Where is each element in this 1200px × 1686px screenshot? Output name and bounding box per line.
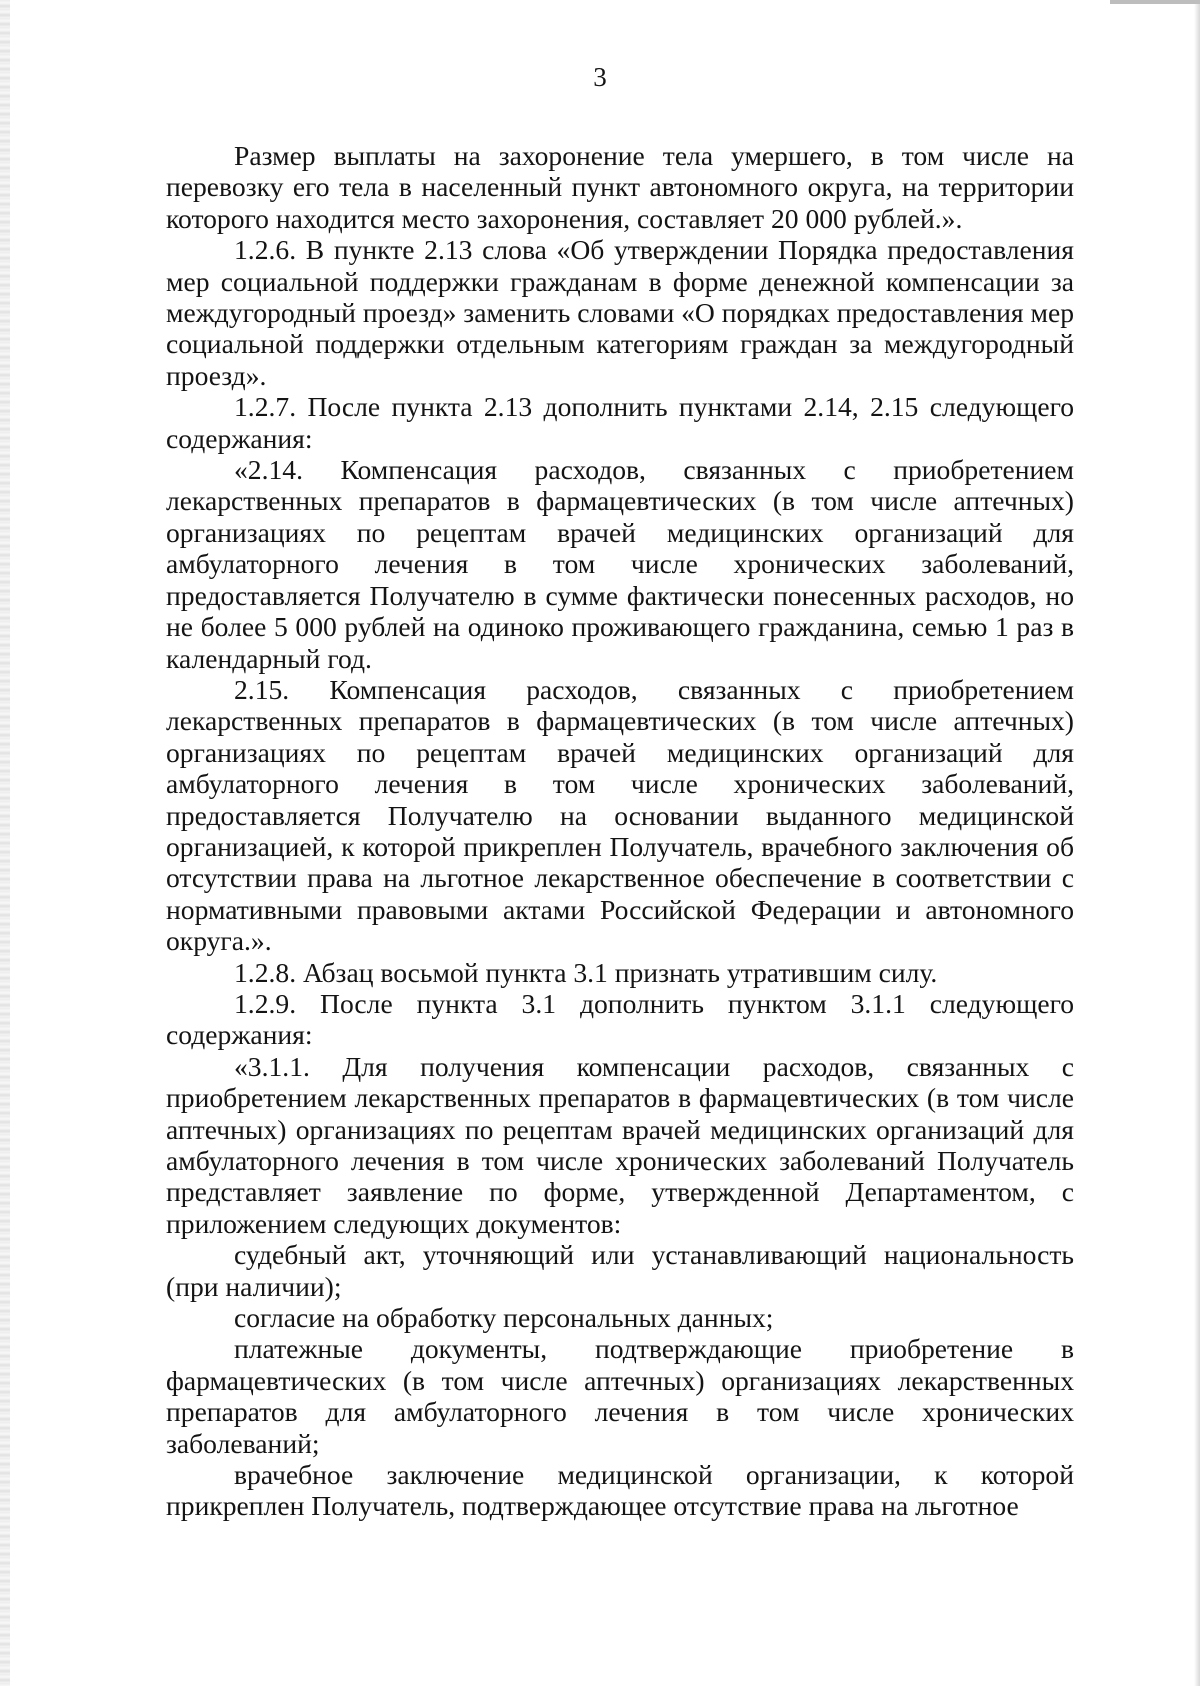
paragraph-3-1-1: «3.1.1. Для получения компенсации расходов, связанных с приобретением лекарственных препаратов в фармацевтических (в том числе аптечных) организациях по рецептам врачей медицинских организаций для амбулаторного лечения в том числе хронических заболеваний Получатель представляет заявление по форме, утвержденной Департаментом, с приложением следующих документов: <box>166 1050 1074 1239</box>
paragraph-1-2-7: 1.2.7. После пункта 2.13 дополнить пунктами 2.14, 2.15 следующего содержания: <box>166 391 1074 454</box>
paragraph-2-14: «2.14. Компенсация расходов, связанных с приобретением лекарственных препаратов в фармацевтических (в том числе аптечных) организациях по рецептам врачей медицинских организаций для амбулаторного лечения в том числе хронических заболеваний, предоставляется Получателю в сумме фактически понесенных расходов, но не более 5 000 рублей на одиноко проживающего гражданина, семью 1 раз в календарный год. <box>166 454 1074 674</box>
list-item-consent: согласие на обработку персональных данных; <box>234 1302 774 1334</box>
scan-left-edge <box>0 0 10 1686</box>
document-body <box>166 140 1074 1522</box>
list-item-payment-documents: платежные документы, подтверждающие приобретение в фармацевтических (в том числе аптечных) организациях лекарственных препаратов для амбулаторного лечения в том числе хронических заболеваний; <box>166 1333 1074 1459</box>
paragraph-1-2-9: 1.2.9. После пункта 3.1 дополнить пунктом 3.1.1 следующего содержания: <box>166 987 1074 1051</box>
paragraph-2-15: 2.15. Компенсация расходов, связанных с приобретением лекарственных препаратов в фармацевтических (в том числе аптечных) организациях по рецептам врачей медицинских организаций для амбулаторного лечения в том числе хронических заболеваний, предоставляется Получателю на основании выданного медицинской организацией, к которой прикреплен Получатель, врачебного заключения об отсутствии права на льготное лекарственное обеспечение в соответствии с нормативными правовыми актами Российской Федерации и автономного округа.». <box>166 673 1074 957</box>
page-number: 3 <box>593 62 607 92</box>
paragraph-burial-payment: Размер выплаты на захоронение тела умершего, в том числе на перевозку его тела в населенный пункт автономного округа, на территории которого находится место захоронения, составляет 20 000 рублей.». <box>166 140 1074 234</box>
scan-right-edge <box>1194 0 1200 1686</box>
list-item-medical-conclusion: врачебное заключение медицинской организации, к которой прикреплен Получатель, подтверждающее отсутствие права на льготное <box>166 1459 1074 1522</box>
paragraph-1-2-6: 1.2.6. В пункте 2.13 слова «Об утверждении Порядка предоставления мер социальной поддержки гражданам в форме денежной компенсации за междугородный проезд» заменить словами «О порядках предоставления мер социальной поддержки отдельным категориям граждан за междугородный проезд». <box>166 234 1074 391</box>
paragraph-1-2-8: 1.2.8. Абзац восьмой пункта 3.1 признать утратившим силу. <box>234 956 938 988</box>
scan-corner-mark <box>1110 0 1200 4</box>
list-item-court-act: судебный акт, уточняющий или устанавливающий национальность (при наличии); <box>166 1239 1074 1302</box>
